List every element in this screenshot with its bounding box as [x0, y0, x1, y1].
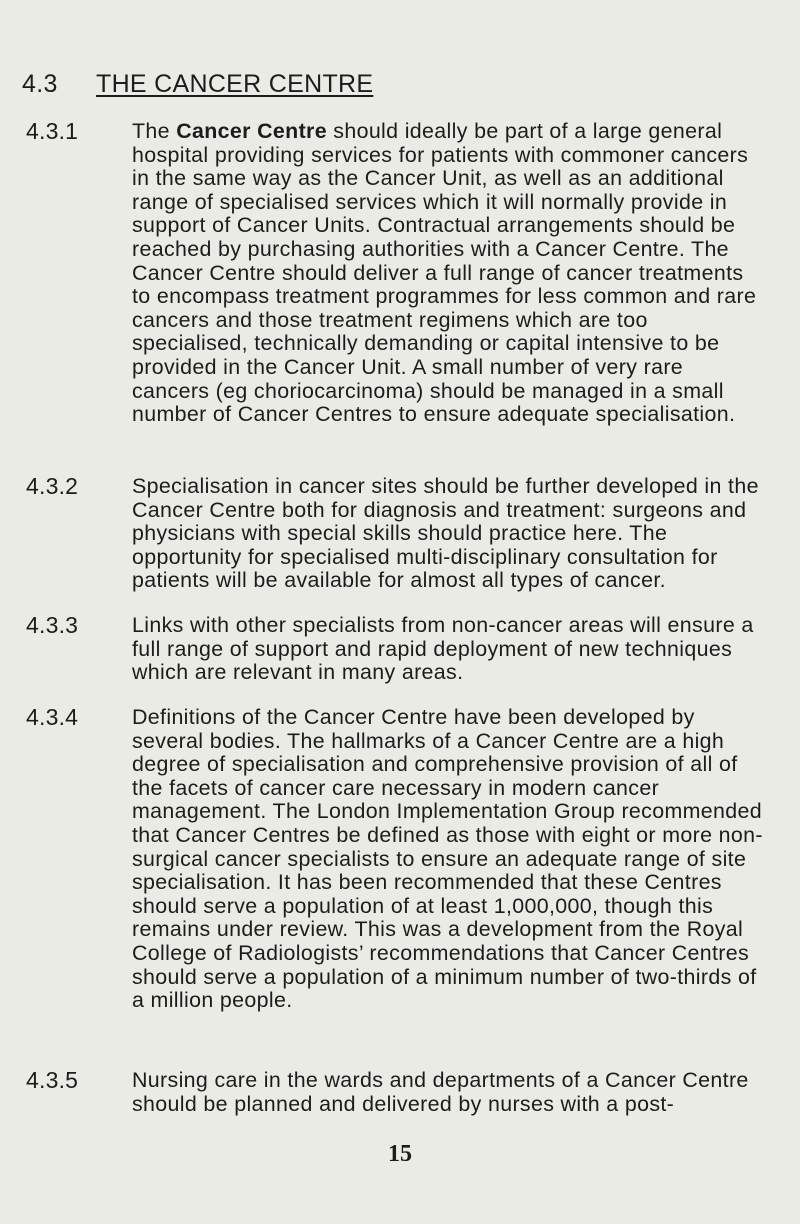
- paragraph-number: 4.3.2: [26, 473, 79, 499]
- emphasis-cancer-centre: Cancer Centre: [176, 119, 327, 143]
- paragraph-text: [132, 120, 766, 427]
- paragraph-body: should ideally be part of a large general hospital providing services for patients with commoner cancers in the same way as the Cancer Unit, as well as an additional range of specialised services which it will normally provide in support of Cancer Units. Contractual arrangements should be reached by purchasing authorities with a Cancer Centre. The Cancer Centre should deliver a full range of cancer treatments to encompass treatment programmes for less common and rare cancers and those treatment regimens which are too specialised, technically demanding or capital intensive to be provided in the Cancer Unit. A small number of very rare cancers (eg choriocarcinoma) should be managed in a small number of Cancer Centres to ensure adequate specialisation.: [132, 119, 757, 427]
- paragraph-text: Nursing care in the wards and departments of a Cancer Centre should be planned and delivered by nurses with a post-: [132, 1068, 749, 1116]
- paragraph-number: 4.3.4: [26, 704, 79, 730]
- paragraph-4-3-2: [26, 475, 766, 593]
- paragraph-4-3-3: [26, 614, 766, 685]
- paragraph-lead: The: [132, 119, 177, 143]
- paragraph-text: Specialisation in cancer sites should be further developed in the Cancer Centre both for diagnosis and treatment: surgeons and physicians with special skills should practice here. The opportunity for specialised multi-disciplinary consultation for patients will be available for almost all types of cancer.: [132, 474, 759, 593]
- section-number: 4.3: [22, 70, 58, 98]
- section-title: THE CANCER CENTRE: [96, 70, 374, 98]
- page-number: 15: [388, 1141, 412, 1167]
- paragraph-4-3-5: [26, 1069, 766, 1116]
- paragraph-number: 4.3.1: [26, 118, 79, 144]
- paragraph-text: Definitions of the Cancer Centre have been developed by several bodies. The hallmarks of a Cancer Centre are a high degree of specialisation and comprehensive provision of all of the facets of cancer care necessary in modern cancer management. The London Implementation Group recommended that Cancer Centres be defined as those with eight or more non-surgical cancer specialists to ensure an adequate range of site specialisation. It has been recommended that these Centres should serve a population of at least 1,000,000, though this remains under review. This was a development from the Royal College of Radiologists’ recommendations that Cancer Centres should serve a population of a minimum number of two-thirds of a million people.: [132, 705, 763, 1013]
- paragraph-number: 4.3.5: [26, 1067, 79, 1093]
- section-heading: [22, 70, 373, 99]
- paragraph-number: 4.3.3: [26, 612, 79, 638]
- paragraph-4-3-4: [26, 706, 766, 1013]
- paragraph-text: Links with other specialists from non-cancer areas will ensure a full range of support and rapid deployment of new techniques which are relevant in many areas.: [132, 613, 754, 685]
- paragraph-4-3-1: [26, 120, 766, 427]
